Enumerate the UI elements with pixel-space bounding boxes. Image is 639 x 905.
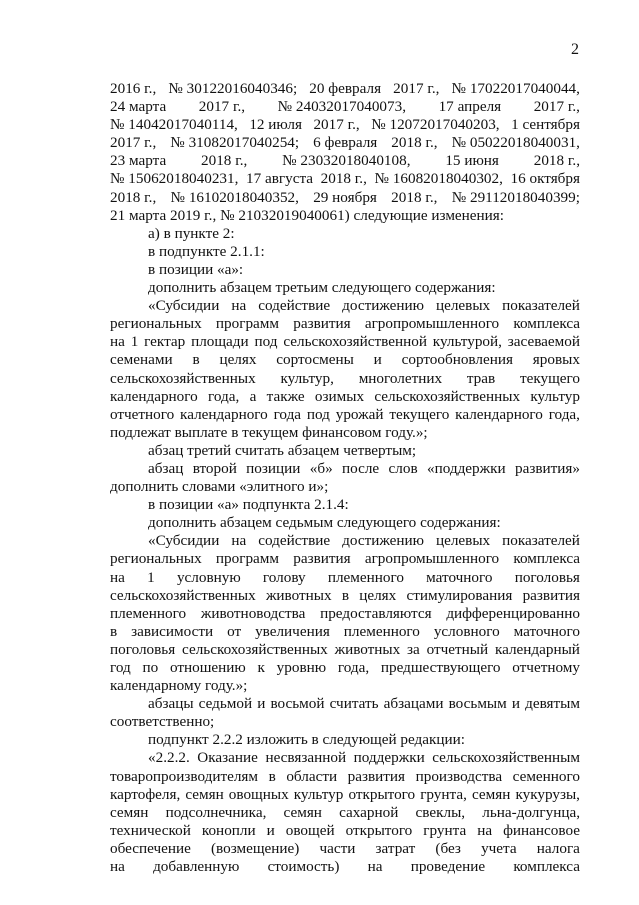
- text-segment: № 05022018040031,: [451, 134, 580, 152]
- text-segment: абзац третий считать абзацем четвертым;: [148, 441, 417, 459]
- text-line: [110, 279, 580, 297]
- text-segment: абзацами: [383, 695, 444, 713]
- text-segment: 2018 г.,: [201, 152, 248, 170]
- text-line: [110, 605, 580, 623]
- text-segment: года,: [208, 387, 240, 405]
- text-segment: животных: [334, 640, 401, 658]
- text-segment: развития: [293, 550, 351, 568]
- text-segment: дополнить абзацем седьмым следующего содержания:: [148, 514, 501, 532]
- text-segment: свеклы,: [415, 803, 466, 821]
- text-segment: 2017 г.,: [313, 116, 360, 134]
- text-line: [110, 822, 580, 840]
- text-segment: добавленную: [153, 858, 240, 876]
- text-segment: засеваемой: [507, 333, 580, 351]
- text-segment: сельскохозяйственной: [283, 333, 427, 351]
- text-segment: производства: [415, 767, 503, 785]
- text-segment: целевых: [435, 297, 491, 315]
- text-segment: по: [142, 659, 159, 676]
- text-segment: части: [319, 839, 356, 857]
- text-line: [110, 189, 580, 207]
- text-segment: племенного: [343, 622, 420, 640]
- text-segment: в подпункте 2.1.1:: [148, 242, 265, 260]
- text-segment: проведение: [410, 858, 486, 876]
- text-segment: 20 февраля: [309, 80, 382, 97]
- text-segment: года: [273, 405, 302, 423]
- text-segment: отношению: [169, 659, 246, 676]
- text-segment: сельскохозяйственным: [432, 749, 580, 767]
- text-segment: грунта,: [420, 785, 467, 803]
- text-segment: поголовья: [110, 640, 176, 658]
- text-segment: зависимости: [131, 622, 214, 640]
- text-segment: считать: [329, 695, 379, 713]
- text-line: [110, 514, 580, 532]
- text-segment: № 30122016040346;: [168, 80, 298, 97]
- text-segment: 2017 г.,: [198, 98, 246, 116]
- text-segment: предоставляются: [320, 604, 432, 622]
- text-segment: 2016 г.,: [110, 80, 157, 97]
- text-segment: (без: [435, 839, 461, 857]
- text-segment: абзац: [148, 459, 184, 477]
- text-segment: 12 июля: [249, 116, 302, 134]
- text-segment: отчетный: [426, 640, 489, 658]
- text-segment: № 15062018040231,: [110, 170, 239, 188]
- text-segment: на: [477, 821, 493, 839]
- text-segment: комплекса: [513, 550, 580, 568]
- text-segment: конопли: [201, 821, 256, 839]
- text-segment: комплекса: [513, 315, 580, 333]
- text-segment: яровых: [532, 351, 580, 369]
- text-line: [110, 98, 580, 116]
- text-segment: восьмой: [270, 695, 325, 713]
- text-segment: в позиции «а»:: [148, 260, 244, 278]
- text-segment: содействие: [258, 297, 331, 315]
- text-segment: восьмым: [448, 695, 507, 713]
- text-line: [110, 858, 580, 876]
- text-line: [110, 225, 580, 243]
- text-line: [110, 496, 580, 514]
- text-segment: целях: [219, 351, 257, 369]
- text-segment: календарный: [494, 640, 580, 658]
- text-line: [110, 315, 580, 333]
- text-segment: № 12072017040203,: [371, 116, 500, 134]
- text-segment: календарного: [110, 387, 198, 405]
- text-segment: 1 сентября: [511, 116, 580, 134]
- text-segment: также: [266, 387, 305, 405]
- text-segment: агропромышленного: [364, 315, 500, 333]
- text-segment: позиции: [246, 459, 301, 477]
- text-segment: календарному году.»;: [110, 677, 248, 695]
- text-segment: учета: [481, 839, 517, 857]
- text-segment: стоимость): [267, 858, 340, 876]
- text-segment: развития: [522, 586, 580, 604]
- text-segment: голову: [262, 568, 306, 586]
- text-segment: сельскохозяйственных: [110, 369, 256, 387]
- text-segment: развития»: [514, 459, 580, 477]
- text-segment: условную: [176, 568, 241, 586]
- text-line: [110, 351, 580, 369]
- text-segment: на: [110, 568, 125, 586]
- text-line: [110, 207, 580, 225]
- text-segment: племенного: [327, 568, 404, 586]
- text-segment: животных: [265, 586, 332, 604]
- text-segment: в: [110, 622, 118, 640]
- text-segment: 6 февраля: [313, 134, 378, 152]
- text-segment: в: [341, 586, 349, 604]
- text-segment: под: [306, 405, 330, 423]
- text-segment: финансовое: [503, 821, 580, 839]
- text-segment: содействие: [258, 532, 331, 550]
- text-segment: год: [110, 659, 131, 676]
- text-segment: 17 апреля: [438, 98, 502, 116]
- text-segment: многолетних: [358, 369, 443, 387]
- text-line: [110, 80, 580, 98]
- text-segment: и: [266, 821, 275, 839]
- text-line: [110, 768, 580, 786]
- text-segment: после: [342, 459, 380, 477]
- text-line: [110, 297, 580, 315]
- text-segment: семян: [471, 785, 511, 803]
- text-line: [110, 532, 580, 550]
- text-segment: подлежат выплате в текущем финансовом году.»;: [110, 423, 428, 441]
- text-segment: календарного: [180, 405, 268, 423]
- text-segment: овощей: [285, 821, 335, 839]
- text-segment: программ: [215, 550, 280, 568]
- text-segment: на: [231, 297, 247, 315]
- text-segment: 29 ноября: [313, 188, 377, 206]
- text-segment: озимых: [314, 387, 365, 405]
- text-line: [110, 333, 580, 351]
- text-segment: 2017 г.,: [110, 134, 157, 152]
- text-segment: на: [367, 858, 383, 876]
- text-segment: картофеля,: [110, 785, 181, 803]
- text-segment: а) в пункте 2:: [148, 224, 235, 242]
- text-segment: комплекса: [513, 858, 580, 876]
- text-segment: № 31082017040254;: [170, 134, 300, 152]
- text-segment: на: [231, 532, 247, 550]
- text-segment: № 14042017040114,: [110, 116, 238, 134]
- text-line: [110, 460, 580, 478]
- text-segment: культурой,: [432, 333, 502, 351]
- text-segment: сахарной: [339, 803, 399, 821]
- text-segment: маточного: [426, 568, 493, 586]
- text-segment: отчетного: [110, 405, 175, 423]
- text-segment: и: [373, 351, 382, 369]
- text-line: [110, 749, 580, 767]
- text-segment: 15 июня: [445, 152, 499, 170]
- text-segment: предшествующего: [380, 659, 501, 676]
- text-line: [110, 569, 580, 587]
- text-segment: соответственно;: [110, 713, 215, 731]
- text-segment: 24 марта: [110, 98, 167, 116]
- text-segment: животноводства: [200, 604, 306, 622]
- text-segment: целевых: [435, 532, 491, 550]
- text-segment: целях: [359, 586, 397, 604]
- text-segment: «Субсидии: [148, 532, 220, 550]
- text-segment: «2.2.2.: [148, 749, 190, 767]
- text-segment: № 17022017040044,: [451, 80, 580, 97]
- text-line: [110, 623, 580, 641]
- text-segment: 1: [130, 333, 139, 351]
- text-segment: достижению: [342, 297, 424, 315]
- text-segment: к: [257, 659, 265, 676]
- text-segment: сортообновления: [401, 351, 513, 369]
- text-segment: дополнить словами «элитного и»;: [110, 478, 329, 496]
- text-line: [110, 695, 580, 713]
- text-segment: показателей: [502, 532, 580, 550]
- text-segment: затрат: [375, 839, 416, 857]
- text-segment: 2017 г.,: [533, 98, 580, 116]
- text-segment: сельскохозяйственных: [110, 586, 256, 604]
- text-line: [110, 840, 580, 858]
- text-segment: года,: [548, 405, 580, 423]
- text-segment: региональных: [110, 550, 202, 568]
- text-line: [110, 370, 580, 388]
- text-segment: а: [249, 387, 257, 405]
- text-segment: открытого: [345, 821, 413, 839]
- text-segment: второй: [192, 459, 237, 477]
- text-line: [110, 243, 580, 261]
- text-line: [110, 786, 580, 804]
- text-line: [110, 442, 580, 460]
- text-segment: достижению: [342, 532, 424, 550]
- text-line: [110, 659, 580, 677]
- text-segment: условного: [433, 622, 500, 640]
- text-line: [110, 804, 580, 822]
- text-segment: открытого: [348, 785, 416, 803]
- text-line: [110, 406, 580, 424]
- text-segment: на: [110, 333, 125, 351]
- text-segment: текущего: [519, 369, 580, 387]
- text-segment: седьмой: [198, 695, 253, 713]
- text-segment: «поддержки: [426, 459, 506, 477]
- page-number: 2: [571, 41, 579, 58]
- text-segment: № 16082018040302,: [374, 170, 503, 188]
- text-segment: 1: [147, 568, 155, 586]
- text-segment: под: [254, 333, 278, 351]
- text-line: [110, 677, 580, 695]
- text-segment: 2018 г.,: [320, 170, 367, 188]
- text-segment: области: [286, 767, 338, 785]
- text-segment: культур: [530, 387, 580, 405]
- text-line: [110, 134, 580, 152]
- text-segment: культур: [293, 785, 344, 803]
- text-segment: слов: [388, 459, 418, 477]
- text-segment: подсолнечника,: [165, 803, 267, 821]
- text-segment: товаропроизводителям: [110, 767, 259, 785]
- text-segment: сельскохозяйственных: [374, 387, 521, 405]
- text-segment: календарного: [455, 405, 543, 423]
- text-segment: и: [511, 695, 520, 713]
- text-segment: агропромышленного: [364, 550, 500, 568]
- text-segment: увеличения: [255, 622, 330, 640]
- text-segment: семян: [110, 803, 149, 821]
- text-segment: обеспечение: [110, 839, 191, 857]
- text-segment: подпункт 2.2.2 изложить в следующей редакции:: [148, 731, 465, 749]
- text-segment: отчетному: [512, 659, 580, 676]
- text-segment: маточного: [513, 622, 580, 640]
- text-segment: урожай: [335, 405, 384, 423]
- text-segment: поголовья: [514, 568, 580, 586]
- text-segment: от: [227, 622, 242, 640]
- text-segment: семенного: [512, 767, 580, 785]
- text-line: [110, 424, 580, 442]
- text-segment: овощных: [228, 785, 289, 803]
- text-segment: трав: [466, 369, 496, 387]
- text-segment: в позиции «а» подпункта 2.1.4:: [148, 496, 349, 514]
- text-line: [110, 116, 580, 134]
- text-segment: льна-долгунца,: [482, 803, 580, 821]
- text-segment: гектар: [144, 333, 186, 351]
- text-segment: 17 августа: [246, 170, 314, 188]
- text-line: [110, 261, 580, 279]
- text-segment: грунта: [423, 821, 467, 839]
- text-segment: года,: [337, 659, 370, 676]
- text-segment: за: [407, 640, 420, 658]
- text-segment: семенами: [110, 351, 173, 369]
- text-segment: 2018 г.,: [533, 152, 580, 170]
- text-line: [110, 587, 580, 605]
- text-line: [110, 388, 580, 406]
- text-segment: в: [268, 767, 276, 785]
- text-segment: дополнить абзацем третьим следующего содержания:: [148, 279, 496, 297]
- text-segment: семян: [283, 803, 322, 821]
- text-line: [110, 641, 580, 659]
- text-segment: 2018 г.,: [391, 134, 438, 152]
- text-segment: региональных: [110, 315, 202, 333]
- text-segment: культур,: [280, 369, 334, 387]
- text-line: [110, 550, 580, 568]
- text-segment: развития: [293, 315, 351, 333]
- text-segment: 2017 г.,: [393, 80, 440, 97]
- text-line: [110, 170, 580, 188]
- text-segment: площади: [191, 333, 249, 351]
- text-segment: 2018 г.,: [110, 188, 157, 206]
- text-segment: «Субсидии: [148, 297, 220, 315]
- text-segment: на: [110, 858, 125, 876]
- text-segment: № 23032018040108,: [282, 152, 411, 170]
- text-segment: программ: [215, 315, 280, 333]
- text-line: [110, 152, 580, 170]
- text-line: [110, 731, 580, 749]
- text-segment: № 16102018040352,: [170, 188, 299, 206]
- text-segment: 21 марта 2019 г., № 21032019040061) следующие изменения:: [110, 206, 504, 224]
- text-line: [110, 478, 580, 496]
- text-segment: стимулирования: [406, 586, 513, 604]
- text-segment: поддержки: [353, 749, 425, 767]
- text-segment: 2018 г.,: [391, 188, 438, 206]
- text-segment: технической: [110, 821, 191, 839]
- text-line: [110, 713, 580, 731]
- text-segment: 16 октября: [510, 170, 580, 188]
- text-segment: семян: [185, 785, 224, 803]
- text-segment: текущего: [389, 405, 450, 423]
- text-segment: № 24032017040073,: [277, 98, 407, 116]
- text-segment: Оказание: [197, 749, 258, 767]
- text-segment: налога: [536, 839, 580, 857]
- text-segment: несвязанной: [265, 749, 347, 767]
- text-segment: уровню: [276, 659, 327, 676]
- text-segment: в: [192, 351, 200, 369]
- text-segment: сортосмены: [276, 351, 354, 369]
- text-segment: племенного: [110, 604, 187, 622]
- text-segment: развития: [347, 767, 406, 785]
- text-segment: «б»: [309, 459, 333, 477]
- text-segment: (возмещение): [211, 839, 300, 857]
- text-segment: 23 марта: [110, 152, 167, 170]
- text-segment: девятым: [525, 695, 580, 713]
- text-segment: сельскохозяйственных: [182, 640, 328, 658]
- text-segment: абзацы: [148, 695, 194, 713]
- text-segment: и: [257, 695, 266, 713]
- text-segment: показателей: [502, 297, 580, 315]
- text-segment: № 29112018040399;: [451, 188, 580, 206]
- text-segment: кукурузы,: [515, 785, 580, 803]
- document-body: [110, 80, 580, 876]
- text-segment: дифференцированно: [446, 604, 580, 622]
